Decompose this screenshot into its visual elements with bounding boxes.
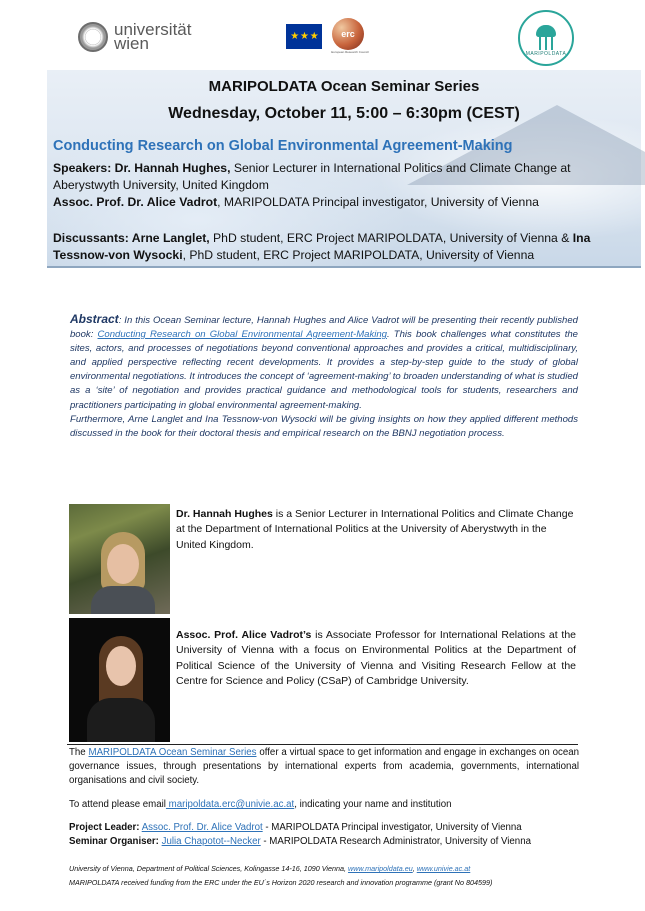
maripoldata-logo (518, 10, 574, 66)
series-desc-text: offer a virtual space to get information and engage in exchanges on ocean governance issues, through presentations by international experts from academia, governments, international organisations and civil society. (69, 747, 579, 786)
erc-label: erc (341, 29, 355, 39)
series-desc-prefix: The (69, 747, 89, 758)
leader-label: Project Leader: (69, 822, 140, 833)
funding-note: MARIPOLDATA received funding from the ERC under the EU´s Horizon 2020 research and innovation programme (grant No 804599) (69, 878, 493, 887)
eu-stars: ★ ★ ★ (290, 31, 318, 42)
contact-email-link[interactable]: maripoldata.erc@univie.ac.at (165, 799, 295, 810)
link-separator: , (412, 864, 417, 873)
footer-divider (67, 744, 578, 745)
series-link[interactable]: MARIPOLDATA Ocean Seminar Series (88, 747, 257, 758)
abstract-intro: : In this Ocean Seminar lecture, Hannah Hughes and Alice Vadrot will be presenting their recently published book: (70, 315, 578, 341)
hughes-bio (176, 507, 576, 553)
discussants-label: Discussants: Arne Langlet, (53, 231, 210, 245)
hannah-hughes-photo (69, 504, 170, 614)
logo-bar (0, 0, 645, 70)
hughes-bio-text: is a Senior Lecturer in International Politics and Climate Change at the Department of International Politics at the University of Aberystwyth in the United Kingdom. (176, 508, 574, 551)
discussants-block (53, 230, 613, 264)
attend-rest: , indicating your name and institution (294, 799, 452, 810)
maripoldata-site-link[interactable]: www.maripoldata.eu (348, 864, 413, 873)
address-line (69, 863, 589, 874)
univie-site-link[interactable]: www.univie.ac.at (416, 864, 471, 873)
university-seal-icon (78, 22, 108, 52)
seminar-organiser (69, 835, 579, 849)
series-description (69, 746, 579, 787)
address-text: University of Vienna, Department of Political Sciences, Kolingasse 14-16, 1090 Vienna, (69, 864, 349, 873)
speakers-label: Speakers: Dr. Hannah Hughes, (53, 161, 231, 175)
attend-prefix: To attend please email (69, 799, 166, 810)
vadrot-bio (176, 628, 576, 689)
hughes-name: Dr. Hannah Hughes (176, 508, 273, 520)
leader-role: - MARIPOLDATA Principal investigator, University of Vienna (262, 822, 522, 833)
speaker1-affiliation: Senior Lecturer in International Politics and Climate Change at Aberystwyth University, United Kingdom (53, 161, 571, 192)
alice-vadrot-photo (69, 618, 170, 742)
vadrot-name: Assoc. Prof. Alice Vadrot’s (176, 629, 312, 641)
university-vienna-logo (78, 22, 194, 52)
jellyfish-icon (536, 25, 556, 51)
eu-flag-icon (286, 24, 322, 49)
speaker2-affiliation: , MARIPOLDATA Principal investigator, University of Vienna (217, 195, 539, 209)
organiser-link[interactable]: Julia Chapotot--Necker (161, 836, 261, 847)
abstract-body-2: Furthermore, Arne Langlet and Ina Tessnow-von Wysocki will be giving insights on how they applied different methods discussed in the book for their doctoral thesis and empirical research on the BBNJ negotiation process. (70, 413, 578, 439)
maripoldata-logo-text: MARIPOLDATA (525, 51, 567, 57)
speaker2-name: Assoc. Prof. Dr. Alice Vadrot (53, 195, 218, 209)
speakers-block (53, 160, 613, 211)
university-name: universität wien (114, 20, 192, 53)
lecture-title: Conducting Research on Global Environmental Agreement-Making (53, 138, 513, 154)
discussant2-name: Ina Tessnow-von Wysocki (53, 231, 591, 262)
discussant1-affiliation: PhD student, ERC Project MARIPOLDATA, University of Vienna & (209, 231, 573, 245)
abstract-label: Abstract (70, 312, 119, 326)
vadrot-bio-text: is Associate Professor for International Relations at the University of Vienna with a focus on Environmental Politics at the Department of Political Science of the University of Vienna and Visiting Research Fellow at the Centre for Science and Policy (CSaP) of Cambridge University. (176, 629, 576, 687)
abstract-body: . This book challenges what constitutes the sites, actors, and processes of negotiations beyond conventional approaches and provides a critical, multidisciplinary, and applied perspective reflecting recent developments. It provides a step-by-step guide to the study of global environmental negotiations. It introduces the concept of ‘agreement-making’ to broaden understanding of what is studied as a ‘site’ of negotiation and provides practical guidance and methodological tools for students, researchers and practitioners participating in global environmental agreement-making. (70, 329, 578, 411)
leader-link[interactable]: Assoc. Prof. Dr. Alice Vadrot (141, 822, 263, 833)
organiser-role: - MARIPOLDATA Research Administrator, University of Vienna (260, 836, 531, 847)
attend-info (69, 798, 579, 812)
organiser-label: Seminar Organiser: (69, 836, 159, 847)
project-leader (69, 821, 579, 835)
header-banner (47, 70, 641, 268)
series-title: MARIPOLDATA Ocean Seminar Series (208, 78, 480, 95)
book-link[interactable]: Conducting Research on Global Environmental Agreement-Making (97, 329, 387, 341)
erc-logo-icon (332, 18, 364, 50)
erc-subtitle: European Research Council (331, 50, 369, 54)
discussant2-affiliation: , PhD student, ERC Project MARIPOLDATA, University of Vienna (182, 248, 535, 262)
abstract (70, 312, 578, 441)
event-date: Wednesday, October 11, 5:00 – 6:30pm (CEST) (168, 105, 520, 122)
